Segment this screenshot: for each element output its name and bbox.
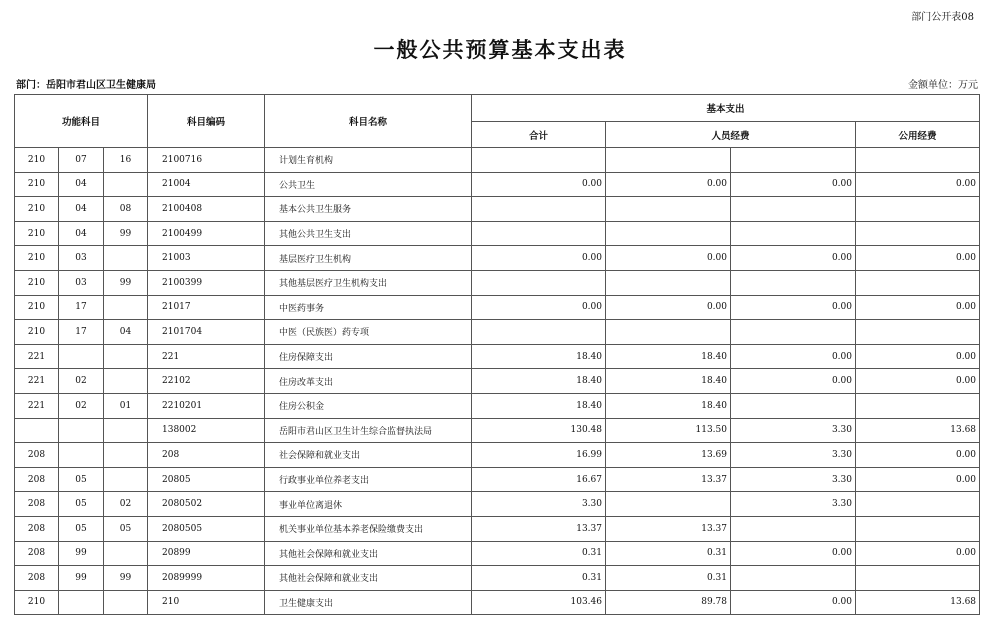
subject-name-cell: 基本公共卫生服务 [265,197,472,222]
personnel-cell [606,270,731,295]
personnel-cell [606,221,731,246]
table-row [15,566,980,591]
total-cell: 0.00 [472,246,606,271]
personnel-cell: 13.37 [606,516,731,541]
public-cell [856,270,980,295]
subject-code-cell: 2100716 [148,148,265,173]
table-row [15,197,980,222]
function-item-cell [104,295,148,320]
personnel-cell [606,148,731,173]
subject-name-cell: 中医（民族医）药专项 [265,320,472,345]
subject-name-cell: 公共卫生 [265,172,472,197]
personnel-cell: 0.00 [606,295,731,320]
header-public: 公用经费 [856,122,980,148]
function-section-cell: 04 [59,172,104,197]
function-item-cell [104,541,148,566]
personnel-cell: 18.40 [606,369,731,394]
function-class-cell: 210 [15,320,59,345]
subject-name-cell: 其他社会保障和就业支出 [265,541,472,566]
public-cell: 0.00 [856,443,980,468]
subject-code-cell: 2210201 [148,393,265,418]
subject-name-cell: 住房保障支出 [265,344,472,369]
personnel-sub-cell [731,270,856,295]
public-cell: 0.00 [856,246,980,271]
function-item-cell [104,246,148,271]
personnel-cell: 0.00 [606,246,731,271]
total-cell: 130.48 [472,418,606,443]
subject-code-cell: 2100408 [148,197,265,222]
function-item-cell: 04 [104,320,148,345]
total-cell: 16.67 [472,467,606,492]
total-cell: 0.31 [472,566,606,591]
table-row [15,467,980,492]
function-item-cell [104,369,148,394]
header-function-subject: 功能科目 [15,95,148,148]
function-item-cell: 05 [104,516,148,541]
function-item-cell [104,590,148,615]
personnel-sub-cell: 0.00 [731,246,856,271]
personnel-cell: 18.40 [606,344,731,369]
function-item-cell [104,443,148,468]
function-class-cell: 221 [15,369,59,394]
subject-code-cell: 2080505 [148,516,265,541]
total-cell: 18.40 [472,344,606,369]
subject-name-cell: 住房公积金 [265,393,472,418]
personnel-sub-cell: 0.00 [731,590,856,615]
subject-code-cell: 2080502 [148,492,265,517]
amount-unit-label: 金额单位：万元 [908,80,978,91]
total-cell [472,221,606,246]
subject-code-cell: 2100399 [148,270,265,295]
public-cell [856,320,980,345]
function-class-cell: 210 [15,221,59,246]
header-subject-name: 科目名称 [265,95,472,148]
public-cell [856,197,980,222]
function-class-cell [15,418,59,443]
subject-code-cell: 138002 [148,418,265,443]
function-item-cell [104,467,148,492]
personnel-sub-cell: 0.00 [731,369,856,394]
personnel-sub-cell [731,197,856,222]
function-section-cell: 04 [59,221,104,246]
subject-code-cell: 2101704 [148,320,265,345]
personnel-cell: 0.31 [606,541,731,566]
function-item-cell: 08 [104,197,148,222]
function-section-cell: 02 [59,393,104,418]
table-row [15,221,980,246]
personnel-sub-cell [731,566,856,591]
personnel-sub-cell [731,148,856,173]
function-item-cell [104,344,148,369]
subject-code-cell: 20899 [148,541,265,566]
function-class-cell: 210 [15,197,59,222]
budget-table [14,94,980,615]
function-class-cell: 221 [15,344,59,369]
function-item-cell: 99 [104,270,148,295]
total-cell: 3.30 [472,492,606,517]
function-section-cell: 03 [59,246,104,271]
function-item-cell: 99 [104,221,148,246]
personnel-sub-cell: 3.30 [731,467,856,492]
personnel-sub-cell [731,320,856,345]
public-cell: 0.00 [856,541,980,566]
subject-code-cell: 208 [148,443,265,468]
personnel-sub-cell: 0.00 [731,541,856,566]
total-cell: 103.46 [472,590,606,615]
subject-name-cell: 其他基层医疗卫生机构支出 [265,270,472,295]
function-section-cell [59,418,104,443]
table-row [15,492,980,517]
table-row [15,148,980,173]
personnel-cell: 0.00 [606,172,731,197]
report-number: 部门公开表08 [911,12,974,23]
personnel-cell: 13.37 [606,467,731,492]
function-item-cell: 02 [104,492,148,517]
function-class-cell: 210 [15,148,59,173]
header-total: 合计 [472,122,606,148]
function-section-cell: 02 [59,369,104,394]
personnel-cell: 13.69 [606,443,731,468]
subject-name-cell: 其他社会保障和就业支出 [265,566,472,591]
subject-code-cell: 21004 [148,172,265,197]
function-class-cell: 208 [15,443,59,468]
public-cell [856,566,980,591]
subject-name-cell: 基层医疗卫生机构 [265,246,472,271]
function-class-cell: 210 [15,295,59,320]
subject-name-cell: 机关事业单位基本养老保险缴费支出 [265,516,472,541]
total-cell [472,320,606,345]
subject-code-cell: 2089999 [148,566,265,591]
subject-name-cell: 中医药事务 [265,295,472,320]
table-body [15,148,980,615]
personnel-sub-cell: 0.00 [731,344,856,369]
total-cell: 13.37 [472,516,606,541]
function-section-cell: 05 [59,467,104,492]
subject-code-cell: 21003 [148,246,265,271]
subject-code-cell: 2100499 [148,221,265,246]
total-cell: 18.40 [472,393,606,418]
function-class-cell: 208 [15,492,59,517]
personnel-sub-cell [731,221,856,246]
header-basic-expenditure: 基本支出 [472,95,980,122]
table-row [15,320,980,345]
subject-code-cell: 21017 [148,295,265,320]
public-cell: 0.00 [856,344,980,369]
function-item-cell: 99 [104,566,148,591]
public-cell [856,393,980,418]
function-class-cell: 208 [15,541,59,566]
public-cell: 0.00 [856,369,980,394]
function-class-cell: 208 [15,566,59,591]
function-class-cell: 210 [15,270,59,295]
table-row [15,541,980,566]
function-section-cell: 07 [59,148,104,173]
public-cell: 13.68 [856,590,980,615]
subject-name-cell: 岳阳市君山区卫生计生综合监督执法局 [265,418,472,443]
personnel-sub-cell: 3.30 [731,492,856,517]
department-label: 部门：岳阳市君山区卫生健康局 [16,80,156,91]
table-row [15,443,980,468]
table-row [15,295,980,320]
function-class-cell: 208 [15,467,59,492]
subject-name-cell: 事业单位离退休 [265,492,472,517]
function-class-cell: 210 [15,172,59,197]
function-class-cell: 210 [15,590,59,615]
public-cell [856,148,980,173]
subject-name-cell: 卫生健康支出 [265,590,472,615]
function-class-cell: 221 [15,393,59,418]
subject-name-cell: 住房改革支出 [265,369,472,394]
subject-code-cell: 22102 [148,369,265,394]
personnel-sub-cell [731,393,856,418]
function-item-cell [104,418,148,443]
public-cell: 13.68 [856,418,980,443]
public-cell: 0.00 [856,467,980,492]
total-cell: 18.40 [472,369,606,394]
function-section-cell: 99 [59,566,104,591]
total-cell: 0.00 [472,172,606,197]
total-cell [472,197,606,222]
personnel-cell [606,197,731,222]
total-cell [472,148,606,173]
function-item-cell: 01 [104,393,148,418]
personnel-cell: 89.78 [606,590,731,615]
subject-name-cell: 行政事业单位养老支出 [265,467,472,492]
function-item-cell [104,172,148,197]
personnel-cell [606,492,731,517]
function-section-cell: 99 [59,541,104,566]
function-section-cell: 05 [59,516,104,541]
function-section-cell: 03 [59,270,104,295]
table-row [15,246,980,271]
header-subject-code: 科目编码 [148,95,265,148]
function-section-cell: 05 [59,492,104,517]
personnel-sub-cell: 0.00 [731,295,856,320]
subject-code-cell: 221 [148,344,265,369]
page-title: 一般公共预算基本支出表 [373,38,627,62]
personnel-sub-cell: 0.00 [731,172,856,197]
table-row [15,516,980,541]
table-row [15,270,980,295]
total-cell [472,270,606,295]
public-cell [856,221,980,246]
personnel-sub-cell: 3.30 [731,418,856,443]
personnel-sub-cell: 3.30 [731,443,856,468]
public-cell: 0.00 [856,172,980,197]
subject-name-cell: 计划生育机构 [265,148,472,173]
personnel-sub-cell [731,516,856,541]
table-row [15,590,980,615]
table-row [15,344,980,369]
personnel-cell: 0.31 [606,566,731,591]
table-row [15,369,980,394]
total-cell: 16.99 [472,443,606,468]
table-row [15,418,980,443]
header-personnel: 人员经费 [606,122,856,148]
function-section-cell [59,590,104,615]
table-row [15,172,980,197]
function-section-cell: 04 [59,197,104,222]
function-section-cell: 17 [59,295,104,320]
personnel-cell: 18.40 [606,393,731,418]
public-cell [856,516,980,541]
total-cell: 0.31 [472,541,606,566]
function-class-cell: 210 [15,246,59,271]
personnel-cell: 113.50 [606,418,731,443]
public-cell [856,492,980,517]
function-item-cell: 16 [104,148,148,173]
function-class-cell: 208 [15,516,59,541]
total-cell: 0.00 [472,295,606,320]
subject-name-cell: 社会保障和就业支出 [265,443,472,468]
subject-name-cell: 其他公共卫生支出 [265,221,472,246]
personnel-cell [606,320,731,345]
subject-code-cell: 210 [148,590,265,615]
function-section-cell [59,344,104,369]
table-row [15,393,980,418]
subject-code-cell: 20805 [148,467,265,492]
public-cell: 0.00 [856,295,980,320]
function-section-cell [59,443,104,468]
function-section-cell: 17 [59,320,104,345]
